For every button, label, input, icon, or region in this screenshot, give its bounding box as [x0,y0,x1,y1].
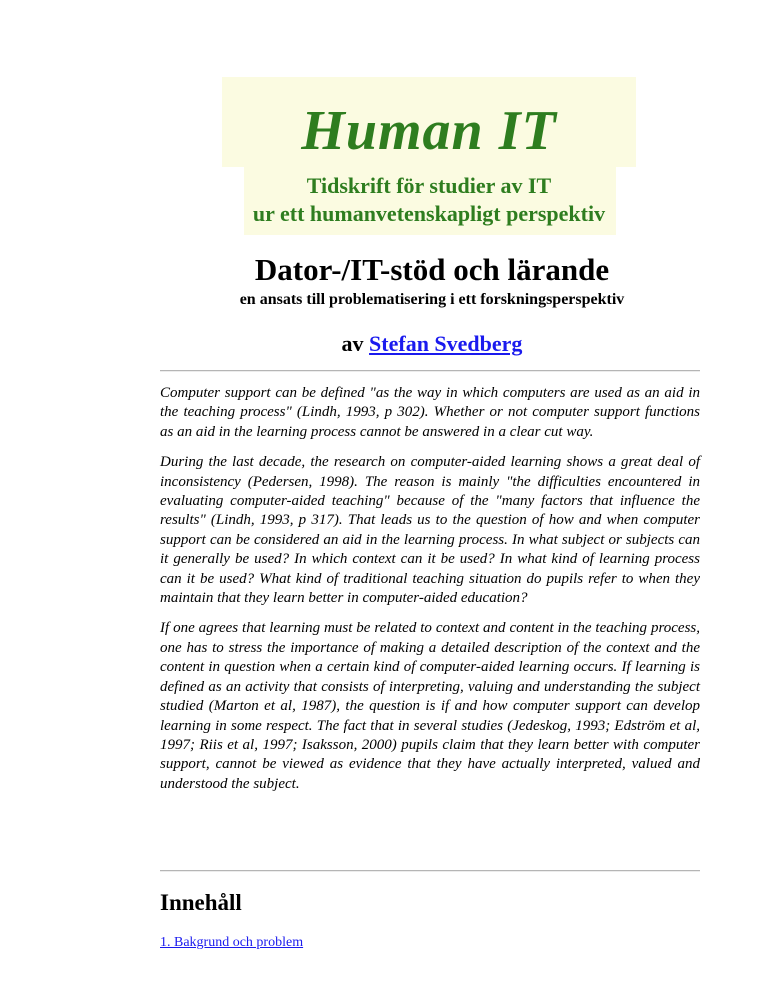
byline [0,330,768,358]
journal-logo [222,77,636,235]
article-title: Dator-/IT-stöd och lärande [254,252,610,287]
abstract-paragraph: During the last decade, the research on computer-aided learning shows a great deal of inconsistency (Pedersen, 1998). The reason is mainly "the difficulties encountered in evaluating computer-aided teaching" because of the "many factors that influence the results" (Lindh, 1993, p 317). That leads us to the question of how and when computer support can be considered an aid in the learning process. In what subject or subjects can it generally be used? In which context can it be used? In what kind of learning process can it be used? What kind of traditional teaching situation do pupils refer to when they maintain that they learn better in computer-aided education? [160,454,700,607]
toc-link-background[interactable]: 1. Bakgrund och problem [160,935,304,950]
author-link[interactable]: Stefan Svedberg [369,331,523,356]
divider-top [160,370,700,372]
logo-title: Human IT [301,100,557,162]
abstract [160,384,700,805]
abstract-paragraph: If one agrees that learning must be related to context and content in the teaching process, one has to stress the importance of making a detailed description of the context and the content in question when a certain kind of computer-aided learning occurs. If learning is defined as an activity that consists of interpreting, valuing and understanding the subject studied (Marton et al, 1987), the question is if and how computer support can develop learning in some respect. The fact that in several studies (Jedeskog, 1993; Edström et al, 1997; Riis et al, 1997; Isaksson, 2000) pupils claim that they learn better with computer support, cannot be viewed as evidence that they have actually interpreted, valued and understood the subject. [160,620,700,792]
abstract-paragraph: Computer support can be defined "as the way in which computers are used as an aid in the teaching process" (Lindh, 1993, p 302). Whether or not computer support functions as an aid in the learning process cannot be answered in a clear cut way. [160,385,700,440]
article-subtitle: en ansats till problematisering i ett forskningsperspektiv [239,291,625,308]
logo-tagline-2: ur ett humanvetenskapligt perspektiv [252,201,606,226]
byline-prefix: av [341,331,364,356]
divider-bottom [160,870,700,872]
logo-tagline-1: Tidskrift för studier av IT [306,173,552,198]
logo-artwork [222,77,636,235]
contents-heading: Innehåll [160,890,242,915]
